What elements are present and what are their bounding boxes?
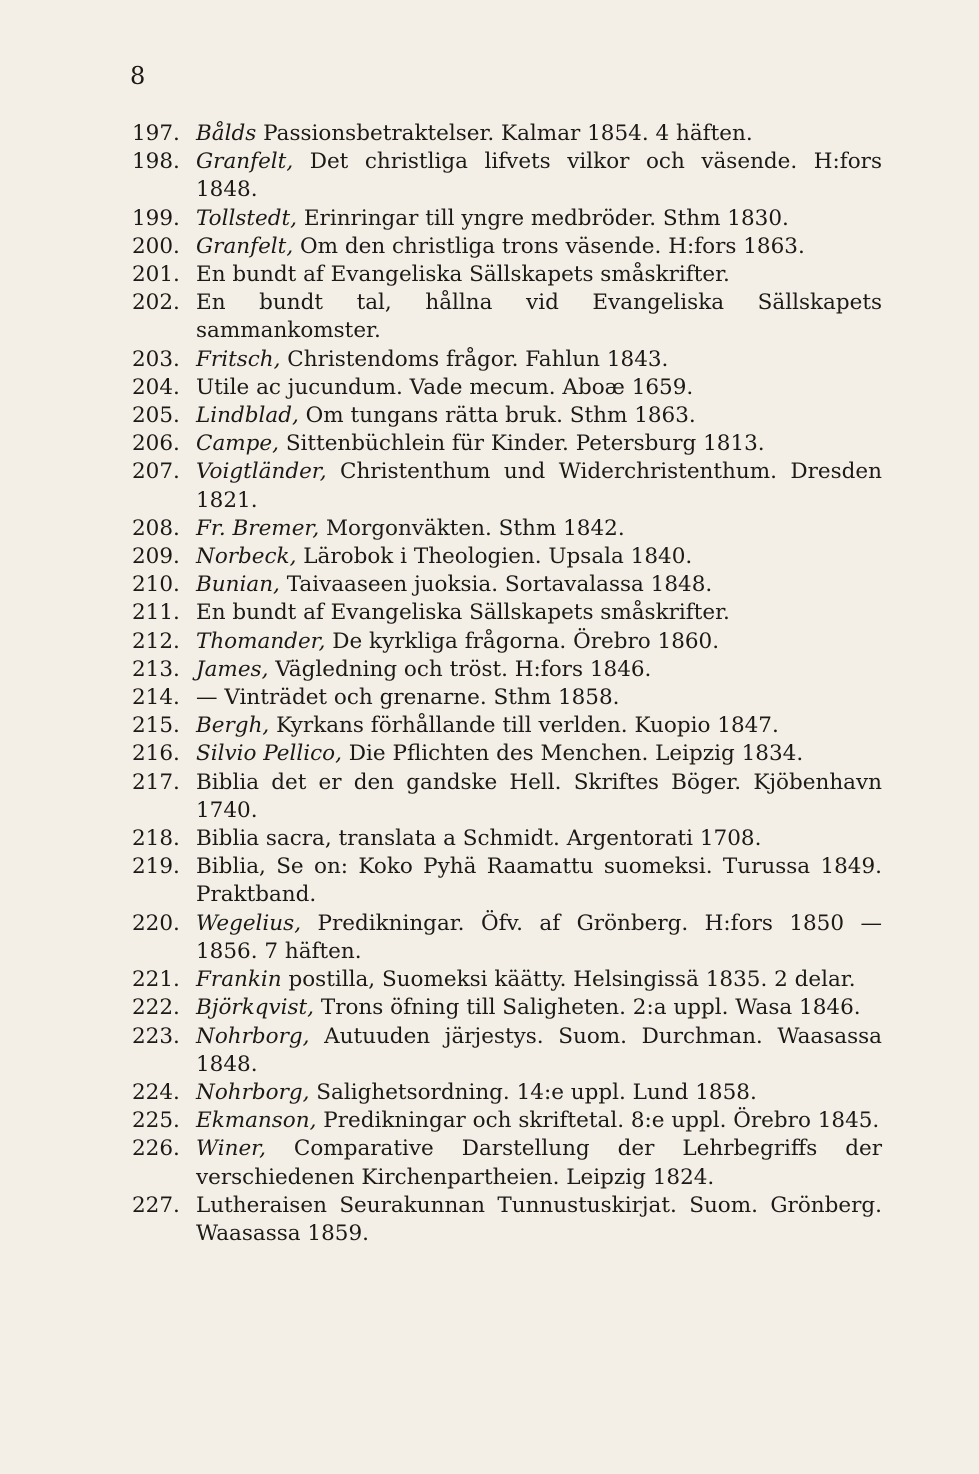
entry-title: Kyrkans förhållande till verlden. Kuopio 1847.: [269, 713, 779, 739]
entry-number: 222.: [132, 995, 180, 1021]
entry-text: [196, 1023, 882, 1079]
entry-text: [196, 656, 882, 684]
list-item: [132, 1192, 882, 1248]
entry-title: Die Pflichten des Menchen. Leipzig 1834.: [341, 741, 804, 767]
entry-number: 207.: [132, 459, 180, 485]
entry-title: Om tungans rätta bruk. Sthm 1863.: [298, 403, 696, 429]
list-item: [132, 430, 882, 458]
entry-number: 214.: [132, 685, 180, 711]
entry-title: Utile ac jucundum. Vade mecum. Aboæ 1659.: [196, 374, 694, 400]
entry-text: [196, 374, 882, 402]
entry-number: 221.: [132, 967, 180, 993]
entry-author: Wegelius,: [196, 910, 302, 936]
entry-title: postilla, Suomeksi käätty. Helsingissä 1835. 2 delar.: [281, 967, 856, 993]
entry-title: Predikningar. Öfv. af Grönberg. H:fors 1850 — 1856. 7 häften.: [196, 910, 882, 964]
list-item: [132, 628, 882, 656]
entry-text: [196, 684, 882, 712]
entry-number: 201.: [132, 262, 180, 288]
entry-title: Vägledning och tröst. H:fors 1846.: [268, 656, 652, 682]
entry-title: Passionsbetraktelser. Kalmar 1854. 4 häften.: [256, 121, 753, 146]
list-item: [132, 458, 882, 514]
entry-text: [196, 543, 882, 571]
list-item: [132, 571, 882, 599]
entry-title: Biblia sacra, translata a Schmidt. Argentorati 1708.: [196, 826, 762, 852]
entry-author: Granfelt,: [196, 233, 294, 259]
entry-text: [196, 148, 882, 204]
entry-author: Thomander,: [196, 628, 326, 654]
list-item: [132, 1079, 882, 1107]
entry-text: [196, 1079, 882, 1107]
list-item: [132, 740, 882, 768]
entry-number: 208.: [132, 515, 180, 541]
entry-number: 202.: [132, 290, 180, 316]
list-item: [132, 712, 882, 740]
list-item: [132, 148, 882, 204]
entry-title: Taivaaseen juoksia. Sortavalassa 1848.: [279, 572, 713, 598]
entry-title: Sittenbüchlein für Kinder. Petersburg 1813.: [278, 431, 765, 457]
entry-number: 206.: [132, 431, 180, 457]
entry-text: [196, 712, 882, 740]
list-item: [132, 233, 882, 261]
entry-title: Lutheraisen Seurakunnan Tunnustuskirjat. Suom. Grönberg. Waasassa 1859.: [196, 1192, 882, 1246]
entry-title: — Vinträdet och grenarne. Sthm 1858.: [196, 685, 620, 711]
entry-number: 215.: [132, 713, 180, 739]
page-number: 8: [130, 62, 146, 90]
entry-author: Ekmanson,: [196, 1108, 317, 1134]
entry-author: James,: [196, 656, 269, 682]
entry-text: [196, 289, 882, 345]
entry-list: [132, 120, 882, 1248]
entry-text: [196, 402, 882, 430]
list-item: [132, 402, 882, 430]
entry-number: 199.: [132, 205, 180, 231]
list-item: [132, 1135, 882, 1191]
entry-author: Frankin: [196, 967, 282, 993]
entry-title: Predikningar och skriftetal. 8:e uppl. Örebro 1845.: [316, 1108, 880, 1134]
entry-text: [196, 515, 882, 543]
entry-number: 223.: [132, 1023, 180, 1049]
entry-title: Det christliga lifvets vilkor och väsende. H:fors 1848.: [196, 149, 882, 203]
entry-title: De kyrkliga frågorna. Örebro 1860.: [325, 628, 720, 654]
entry-number: 219.: [132, 854, 180, 880]
entry-text: [196, 740, 882, 768]
entry-author: Bålds: [196, 121, 257, 146]
entry-number: 203.: [132, 346, 180, 372]
entry-text: [196, 825, 882, 853]
list-item: [132, 515, 882, 543]
list-item: [132, 853, 882, 909]
entry-text: [196, 769, 882, 825]
list-item: [132, 346, 882, 374]
entry-number: 210.: [132, 572, 180, 598]
entry-title: Erinringar till yngre medbröder. Sthm 1830.: [297, 205, 789, 231]
entry-author: Lindblad,: [196, 403, 299, 429]
entry-number: 197.: [132, 121, 180, 146]
list-item: [132, 684, 882, 712]
entry-author: Tollstedt,: [196, 205, 298, 231]
entry-author: Bunian,: [196, 572, 280, 598]
list-item: [132, 910, 882, 966]
entry-author: Norbeck,: [196, 544, 297, 570]
entry-author: Björkqvist,: [196, 995, 315, 1021]
list-item: [132, 205, 882, 233]
entry-author: Fritsch,: [196, 346, 281, 372]
entry-text: [196, 571, 882, 599]
entry-title: Christendoms frågor. Fahlun 1843.: [280, 346, 669, 372]
entry-author: Nohrborg,: [196, 1079, 310, 1105]
entry-text: [196, 994, 882, 1022]
entry-title: Autuuden järjestys. Suom. Durchman. Waasassa 1848.: [196, 1023, 882, 1077]
entry-title: Comparative Darstellung der Lehrbegriffs der verschiedenen Kirchenpartheien. Leipzig 1824.: [196, 1136, 882, 1190]
entry-text: [196, 233, 882, 261]
list-item: [132, 261, 882, 289]
entry-text: [196, 120, 882, 148]
list-item: [132, 966, 882, 994]
list-item: [132, 599, 882, 627]
entry-number: 209.: [132, 544, 180, 570]
entry-text: [196, 1192, 882, 1248]
entry-number: 225.: [132, 1108, 180, 1134]
entry-text: [196, 458, 882, 514]
entry-title: En bundt af Evangeliska Sällskapets småskrifter.: [196, 600, 730, 626]
entry-number: 205.: [132, 403, 180, 429]
entry-text: [196, 853, 882, 909]
entry-title: Om den christliga trons väsende. H:fors 1863.: [293, 233, 805, 259]
entry-text: [196, 261, 882, 289]
entry-title: Morgonväkten. Sthm 1842.: [319, 515, 625, 541]
entry-text: [196, 205, 882, 233]
entry-title: Christenthum und Widerchristenthum. Dresden 1821.: [196, 459, 882, 513]
entry-text: [196, 599, 882, 627]
list-item: [132, 656, 882, 684]
entry-number: 216.: [132, 741, 180, 767]
entry-author: Silvio Pellico,: [196, 741, 342, 767]
entry-number: 211.: [132, 600, 180, 626]
entry-number: 200.: [132, 233, 180, 259]
entry-text: [196, 346, 882, 374]
entry-text: [196, 910, 882, 966]
list-item: [132, 825, 882, 853]
entry-text: [196, 1135, 882, 1191]
entry-number: 220.: [132, 910, 180, 936]
entry-author: Winer,: [196, 1136, 266, 1162]
list-item: [132, 1107, 882, 1135]
entry-author: Fr. Bremer,: [196, 515, 320, 541]
entry-author: Campe,: [196, 431, 279, 457]
entry-author: Bergh,: [196, 713, 270, 739]
entry-title: Salighetsordning. 14:e uppl. Lund 1858.: [309, 1079, 757, 1105]
entry-title: Biblia, Se on: Koko Pyhä Raamattu suomeksi. Turussa 1849. Praktband.: [196, 854, 882, 908]
entry-number: 198.: [132, 149, 180, 175]
entry-text: [196, 966, 882, 994]
entry-text: [196, 430, 882, 458]
list-item: [132, 994, 882, 1022]
list-item: [132, 543, 882, 571]
entry-title: En bundt af Evangeliska Sällskapets småskrifter.: [196, 262, 730, 288]
entry-title: Trons öfning till Saligheten. 2:a uppl. Wasa 1846.: [314, 995, 861, 1021]
entry-author: Voigtländer,: [196, 459, 327, 485]
entry-number: 217.: [132, 769, 180, 795]
entry-number: 212.: [132, 628, 180, 654]
entry-title: Biblia det er den gandske Hell. Skriftes Böger. Kjöbenhavn 1740.: [196, 769, 882, 823]
entry-number: 213.: [132, 656, 180, 682]
entry-author: Granfelt,: [196, 149, 294, 175]
entry-number: 204.: [132, 374, 180, 400]
entry-number: 226.: [132, 1136, 180, 1162]
list-item: [132, 374, 882, 402]
list-item: [132, 1023, 882, 1079]
entry-author: Nohrborg,: [196, 1023, 310, 1049]
entry-text: [196, 1107, 882, 1135]
entry-title: Lärobok i Theologien. Upsala 1840.: [296, 544, 693, 570]
entry-number: 224.: [132, 1079, 180, 1105]
list-item: [132, 120, 882, 148]
entry-number: 227.: [132, 1192, 180, 1218]
entry-number: 218.: [132, 826, 180, 852]
entry-title: En bundt tal, hållna vid Evangeliska Sällskapets sammankomster.: [196, 290, 882, 344]
entry-text: [196, 628, 882, 656]
list-item: [132, 289, 882, 345]
list-item: [132, 769, 882, 825]
